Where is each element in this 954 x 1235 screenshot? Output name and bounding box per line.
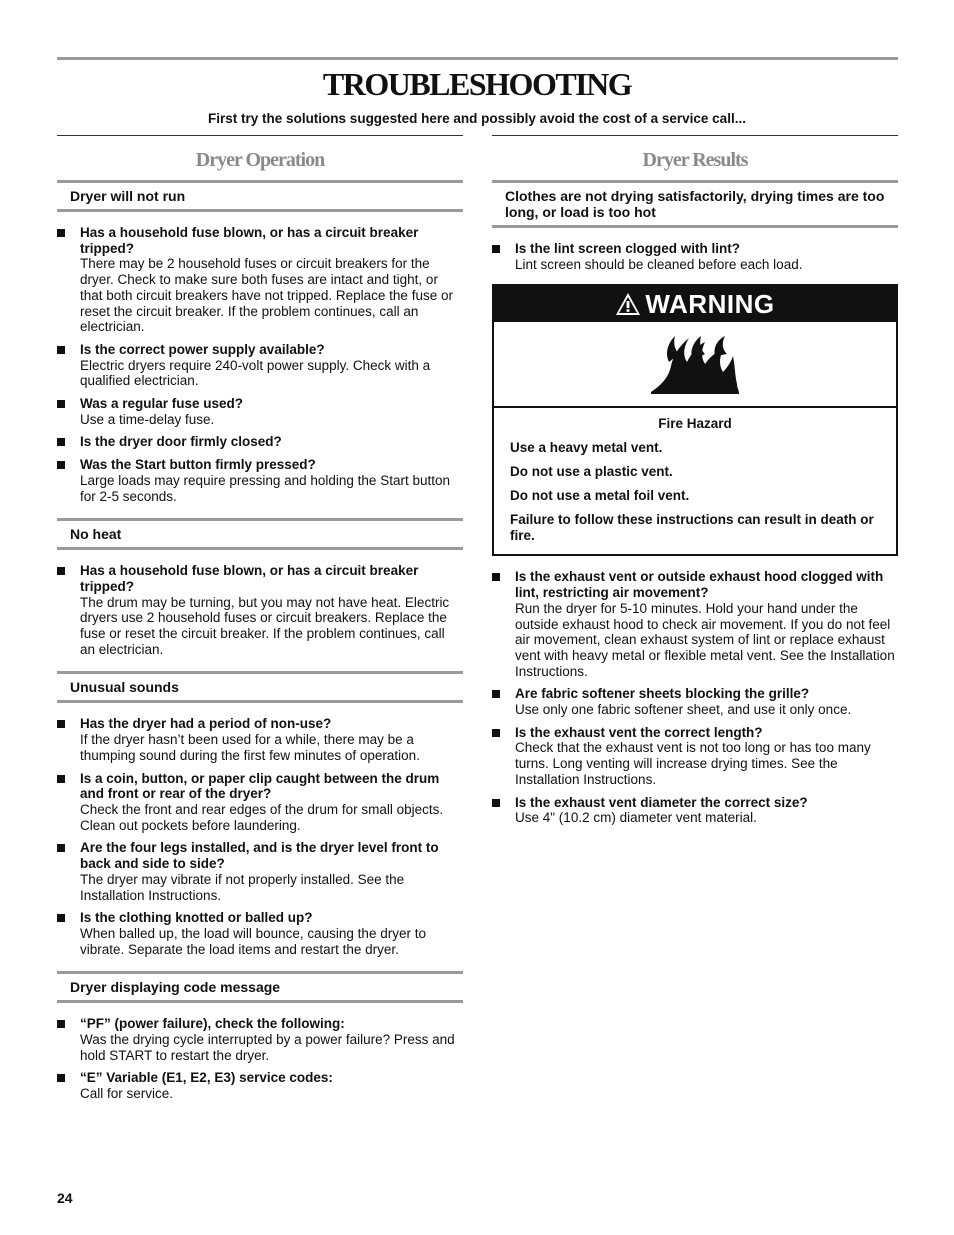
page-number: 24 (57, 1190, 73, 1206)
item-list (492, 569, 898, 826)
list-item (492, 686, 898, 717)
dryer-operation-column (57, 135, 463, 1102)
square-bullet-icon (57, 720, 65, 728)
list-item (57, 716, 463, 763)
item-answer: When balled up, the load will bounce, causing the dryer to vibrate. Separate the load items and restart the dryer. (80, 925, 426, 957)
item-question: “E” Variable (E1, E2, E3) service codes: (80, 1070, 333, 1086)
item-answer: Use 4" (10.2 cm) diameter vent material. (515, 810, 757, 826)
dryer-results-heading: Dryer Results (642, 149, 748, 171)
square-bullet-icon (57, 346, 65, 354)
hazard-title: Fire Hazard (658, 416, 732, 432)
fire-icon (649, 332, 741, 396)
dryer-operation-heading: Dryer Operation (195, 149, 325, 171)
item-question: Are the four legs installed, and is the dryer level front to back and side to side? (80, 840, 439, 872)
page-title: TROUBLESHOOTING (322, 66, 632, 102)
square-bullet-icon (492, 573, 500, 581)
item-answer: Was the drying cycle interrupted by a power failure? Press and hold START to restart the dryer. (80, 1032, 455, 1063)
item-answer: Use a time-delay fuse. (80, 411, 215, 427)
warning-header (494, 286, 896, 322)
square-bullet-icon (57, 1074, 65, 1082)
list-item (57, 563, 463, 657)
item-question: Are fabric softener sheets blocking the grille? (515, 686, 810, 702)
section-title: Dryer will not run (57, 180, 463, 212)
item-question: Is the dryer door firmly closed? (80, 434, 282, 450)
warning-body (494, 408, 896, 554)
warning-triangle-icon (615, 292, 641, 316)
section-title: Dryer displaying code message (57, 971, 463, 1003)
square-bullet-icon (57, 461, 65, 469)
square-bullet-icon (492, 729, 500, 737)
item-answer: The drum may be turning, but you may not have heat. Electric dryers use 2 household fuses or circuit breakers. Replace the fuse or reset the circuit breaker. If the problem continues, call an electrician. (80, 594, 450, 657)
item-list (57, 225, 463, 504)
item-question: Is the exhaust vent the correct length? (515, 724, 763, 740)
square-bullet-icon (57, 438, 65, 446)
item-list (57, 563, 463, 657)
item-question: Was a regular fuse used? (80, 396, 244, 412)
list-item (57, 342, 463, 389)
item-answer: Use only one fabric softener sheet, and use it only once. (515, 702, 852, 718)
item-answer: Large loads may require pressing and holding the Start button for 2-5 seconds. (80, 472, 450, 504)
warning-line: Failure to follow these instructions can result in death or fire. (510, 512, 874, 544)
section-title: No heat (57, 518, 463, 550)
square-bullet-icon (57, 775, 65, 783)
list-item (57, 457, 463, 504)
warning-line: Do not use a metal foil vent. (510, 488, 690, 504)
warning-line: Do not use a plastic vent. (510, 464, 673, 480)
square-bullet-icon (57, 844, 65, 852)
item-answer: Call for service. (80, 1086, 174, 1102)
square-bullet-icon (492, 690, 500, 698)
list-item (57, 771, 463, 834)
item-answer: Lint screen should be cleaned before each load. (515, 256, 803, 272)
warning-label: WARNING (645, 288, 775, 319)
square-bullet-icon (492, 245, 500, 253)
list-item (492, 795, 898, 826)
square-bullet-icon (57, 229, 65, 237)
page-subtitle: First try the solutions suggested here and possibly avoid the cost of a service call... (208, 111, 746, 126)
item-answer: Check that the exhaust vent is not too long or has too many turns. Long venting will increase drying times. See the Installation Instructions. (515, 740, 871, 787)
list-item (57, 396, 463, 427)
square-bullet-icon (492, 799, 500, 807)
list-item (492, 241, 898, 272)
item-question: Is the exhaust vent diameter the correct size? (515, 794, 808, 810)
top-rule (57, 57, 898, 60)
list-item (57, 840, 463, 903)
square-bullet-icon (57, 914, 65, 922)
fire-icon-row (494, 322, 896, 408)
item-question: Has the dryer had a period of non-use? (80, 716, 332, 732)
list-item (57, 910, 463, 957)
warning-line: Use a heavy metal vent. (510, 440, 663, 456)
item-list (492, 241, 898, 272)
square-bullet-icon (57, 1020, 65, 1028)
item-answer: There may be 2 household fuses or circuit breakers for the dryer. Check to make sure both fuses are intact and tight, or that both circuit breakers have not tripped. Replace the fuse or reset the circuit breaker. If the problem continues, call an electrician. (80, 256, 453, 335)
item-question: Is a coin, button, or paper clip caught between the drum and front or rear of the dryer? (80, 770, 440, 802)
item-list (57, 716, 463, 957)
square-bullet-icon (57, 567, 65, 575)
list-item (57, 1016, 463, 1063)
item-question: Has a household fuse blown, or has a circuit breaker tripped? (80, 563, 419, 594)
list-item (57, 225, 463, 335)
item-question: Is the clothing knotted or balled up? (80, 910, 313, 926)
dryer-operation-sections (57, 180, 463, 1102)
list-item (57, 434, 463, 450)
list-item (492, 569, 898, 679)
section-title: Clothes are not drying satisfactorily, drying times are too long, or load is too hot (492, 180, 898, 228)
item-question: Has a household fuse blown, or has a circuit breaker tripped? (80, 225, 419, 256)
section-title: Unusual sounds (57, 671, 463, 703)
list-item (492, 725, 898, 788)
list-item (57, 1070, 463, 1101)
item-answer: Electric dryers require 240-volt power supply. Check with a qualified electrician. (80, 357, 431, 389)
item-answer: If the dryer hasn’t been used for a while, there may be a thumping sound during the first few minutes of operation. (80, 732, 420, 763)
item-question: Is the lint screen clogged with lint? (515, 241, 741, 256)
warning-box (492, 284, 898, 556)
dryer-results-column (492, 135, 898, 826)
item-answer: Run the dryer for 5-10 minutes. Hold your hand under the outside exhaust hood to check air movement. If you do not feel air movement, clean exhaust system of lint or replace exhaust vent with heavy metal or flexible metal vent. See the Installation Instructions. (515, 600, 895, 679)
square-bullet-icon (57, 400, 65, 408)
item-answer: The dryer may vibrate if not properly installed. See the Installation Instructions. (80, 871, 405, 903)
item-answer: Check the front and rear edges of the drum for small objects. Clean out pockets before laundering. (80, 801, 444, 833)
item-list (57, 1016, 463, 1102)
item-question: Is the correct power supply available? (80, 341, 325, 357)
item-question: “PF” (power failure), check the following: (80, 1016, 345, 1032)
item-question: Is the exhaust vent or outside exhaust hood clogged with lint, restricting air movement? (515, 569, 884, 601)
item-question: Was the Start button firmly pressed? (80, 457, 316, 473)
